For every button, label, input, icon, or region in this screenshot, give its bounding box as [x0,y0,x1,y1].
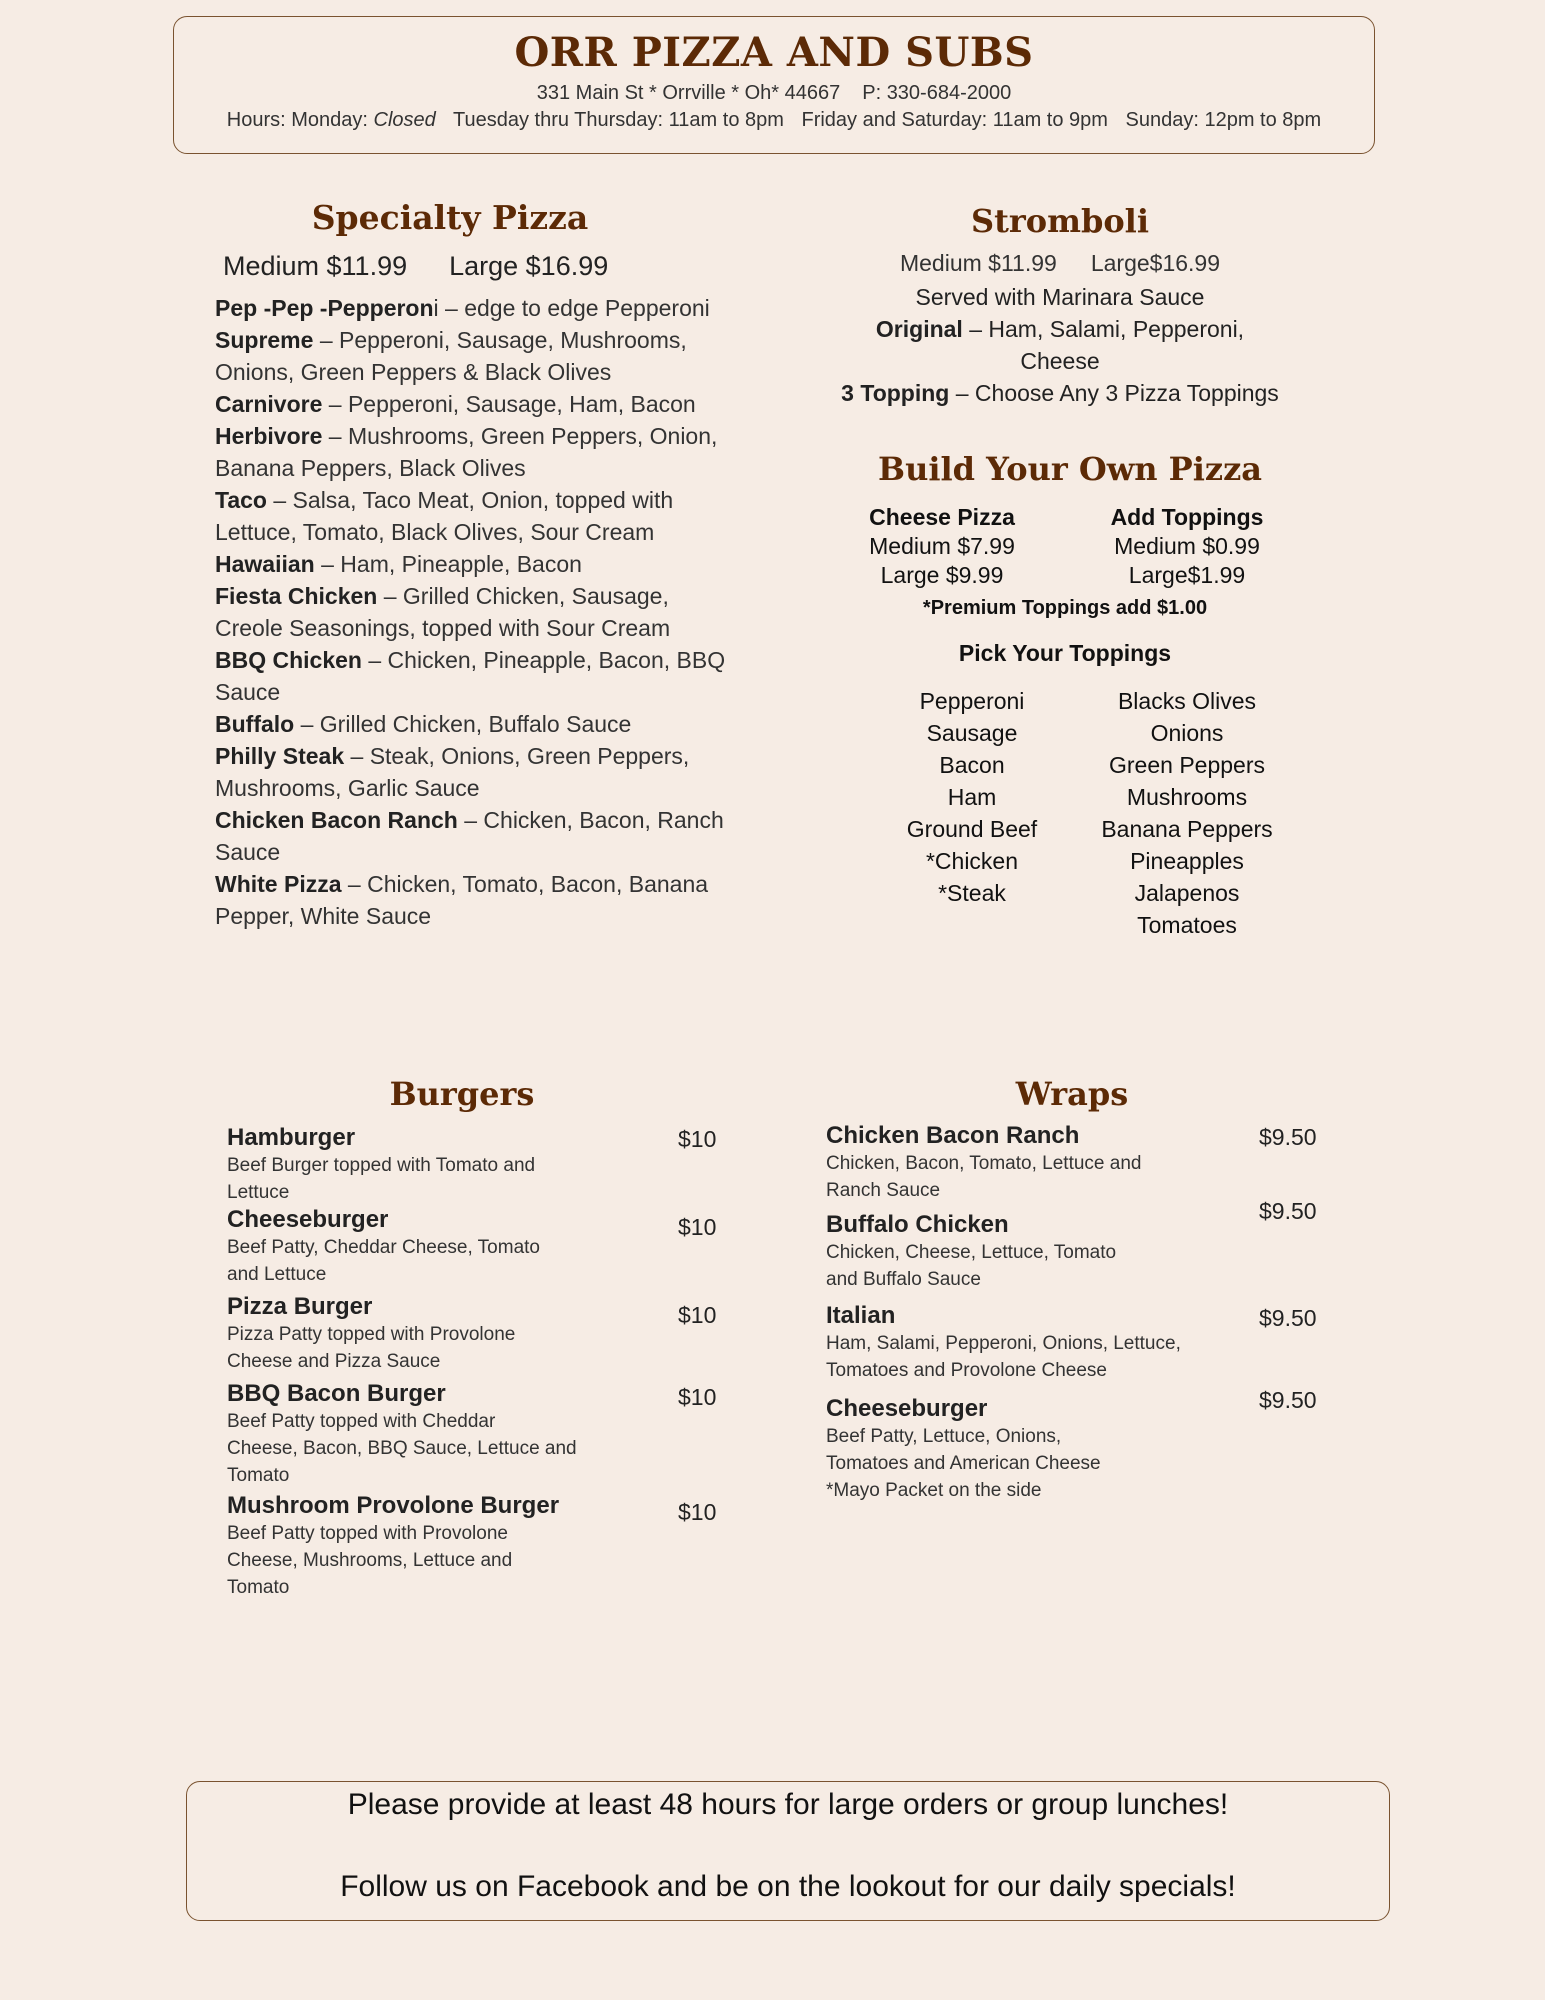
item-description: Beef Patty topped with Provolone [227,1523,508,1544]
specialty-pizza-item [215,548,735,580]
item-description: Beef Patty, Lettuce, Onions, [826,1426,1062,1447]
hours-weekday: Tuesday thru Thursday: 11am to 8pm [453,109,784,131]
topping-item: *Chicken [925,848,1019,874]
pizza-name: BBQ Chicken [215,647,362,673]
burgers-item [227,1492,647,1601]
header-box [173,16,1375,154]
topping-item: Blacks Olives [1117,688,1257,714]
topping-item: *Steak [938,880,1006,906]
stromboli-three-name: 3 Topping [841,380,950,406]
item-description: Ham, Salami, Pepperoni, Onions, Lettuce, [826,1333,1181,1354]
specialty-pizza-item [215,292,735,324]
item-description: Cheese and Pizza Sauce [227,1351,441,1372]
pizza-name: Taco [215,487,267,513]
pizza-name: Chicken Bacon Ranch [215,807,458,833]
pizza-description: – Grilled Chicken, Sausage, Creole Seasonings, topped with Sour Cream [215,583,671,641]
item-description: Tomatoes and Provolone Cheese [826,1360,1107,1381]
specialty-large-price: Large $16.99 [449,251,609,281]
item-price: $9.50 [1259,1305,1317,1331]
pizza-description: – Steak, Onions, Green Peppers, Mushrooms, Garlic Sauce [215,743,690,801]
item-name: Cheeseburger [227,1206,389,1233]
pizza-description: i – edge to edge Pepperoni [433,295,710,321]
hours-weekend: Friday and Saturday: 11am to 9pm [801,109,1108,131]
topping-item: Jalapenos [1134,880,1240,906]
topping-item: Tomatoes [1137,912,1237,938]
item-name: Cheeseburger [826,1395,988,1422]
specialty-pizza-title: Specialty Pizza [311,198,589,237]
item-description: Beef Patty, Cheddar Cheese, Tomato [227,1237,540,1258]
item-price: $9.50 [1259,1198,1317,1224]
pizza-description: – Pepperoni, Sausage, Ham, Bacon [322,391,696,417]
meat-toppings-list [872,685,1072,909]
add-toppings-heading: Add Toppings [1110,504,1264,530]
specialty-pizza-item [215,740,735,804]
pizza-name: Supreme [215,327,314,353]
hours-line [174,109,1374,132]
item-price: $9.50 [1259,1387,1317,1413]
item-description: Beef Burger topped with Tomato and [227,1155,536,1176]
topping-item: Green Peppers [1109,752,1265,778]
pizza-name: Philly Steak [215,743,345,769]
stromboli-served: Served with Marinara Sauce [915,284,1205,310]
burgers-item [227,1124,647,1206]
item-name: Italian [826,1302,896,1329]
footer-box [186,1781,1390,1921]
burgers-title: Burgers [389,1075,535,1113]
specialty-pizza-item [215,580,735,644]
monday-closed: Closed [373,109,436,131]
pizza-description: – Salsa, Taco Meat, Onion, topped with Lettuce, Tomato, Black Olives, Sour Cream [215,487,674,545]
stromboli-original [835,313,1285,377]
item-price: $10 [678,1384,717,1410]
topping-item: Ham [947,784,997,810]
burgers-item [227,1293,647,1375]
wraps-title: Wraps [1015,1075,1129,1113]
item-description: Tomato [227,1465,290,1486]
wraps-item [826,1302,1266,1384]
topping-item: Onions [1150,720,1224,746]
premium-toppings-note: *Premium Toppings add $1.00 [922,597,1208,619]
specialty-pizza-item [215,324,735,388]
wraps-item [826,1211,1266,1293]
topping-medium-price: Medium $0.99 [1114,533,1260,559]
pizza-name: Hawaiian [215,551,315,577]
item-description: Tomato [227,1577,290,1598]
pizza-name: Buffalo [215,711,295,737]
item-description: Tomatoes and American Cheese [826,1453,1101,1474]
item-description: *Mayo Packet on the side [826,1480,1042,1501]
item-name: BBQ Bacon Burger [227,1380,446,1407]
specialty-pizza-list [215,292,735,932]
specialty-medium-price: Medium $11.99 [223,251,408,281]
item-name: Mushroom Provolone Burger [227,1492,560,1519]
item-description: and Lettuce [227,1264,327,1285]
stromboli-large-price: Large$16.99 [1090,250,1221,276]
stromboli-section [835,202,1285,409]
pizza-name: Herbivore [215,423,323,449]
hours-sunday: Sunday: 12pm to 8pm [1125,109,1322,131]
pizza-description: – Chicken, Pineapple, Bacon, BBQ Sauce [215,647,726,705]
item-description: Cheese, Bacon, BBQ Sauce, Lettuce and [227,1438,577,1459]
pizza-description: – Chicken, Tomato, Bacon, Banana Pepper, White Sauce [215,871,709,929]
specialty-pizza-item [215,804,735,868]
hours-label: Hours: Monday: [226,109,374,131]
item-description: Beef Patty topped with Cheddar [227,1411,496,1432]
topping-item: Pepperoni [919,688,1025,714]
veggie-toppings-list [1087,685,1287,941]
specialty-pizza-section [215,198,735,932]
stromboli-original-name: Original [875,316,963,342]
pizza-description: – Ham, Pineapple, Bacon [314,551,582,577]
specialty-pizza-item [215,644,735,708]
cheese-large-price: Large $9.99 [880,562,1004,588]
specialty-pizza-item [215,484,735,548]
topping-item: Mushrooms [1126,784,1248,810]
pizza-description: – Grilled Chicken, Buffalo Sauce [294,711,632,737]
stromboli-prices [835,250,1285,277]
item-name: Pizza Burger [227,1293,373,1320]
topping-large-price: Large$1.99 [1128,562,1246,588]
specialty-pizza-item [215,388,735,420]
add-toppings-column [1087,501,1287,591]
item-name: Hamburger [227,1124,356,1151]
pizza-description: – Pepperoni, Sausage, Mushrooms, Onions, Green Peppers & Black Olives [215,327,687,385]
address: 331 Main St * Orrville * Oh* 44667 [536,82,841,104]
item-description: Lettuce [227,1182,290,1203]
topping-item: Ground Beef [906,816,1038,842]
restaurant-name: ORR PIZZA AND SUBS [514,29,1034,76]
stromboli-three-topping [835,377,1285,409]
topping-item: Sausage [926,720,1018,746]
wraps-item [826,1395,1266,1504]
cheese-medium-price: Medium $7.99 [869,533,1015,559]
pizza-description: – Chicken, Bacon, Ranch Sauce [215,807,724,865]
specialty-pizza-item [215,708,735,740]
wraps-item [826,1122,1266,1204]
item-price: $10 [678,1214,717,1240]
item-description: Chicken, Bacon, Tomato, Lettuce and [826,1153,1142,1174]
item-description: Ranch Sauce [826,1180,941,1201]
item-description: and Buffalo Sauce [826,1269,981,1290]
burgers-item [227,1380,647,1489]
address-line [174,82,1374,105]
facebook-note: Follow us on Facebook and be on the lookout for our daily specials! [340,1870,1236,1903]
stromboli-medium-price: Medium $11.99 [899,250,1057,276]
pizza-description: – Mushrooms, Green Peppers, Onion, Banana Peppers, Black Olives [215,423,718,481]
item-description: Chicken, Cheese, Lettuce, Tomato [826,1242,1117,1263]
burgers-item [227,1206,647,1288]
item-description: Cheese, Mushrooms, Lettuce and [227,1550,513,1571]
specialty-pizza-item [215,868,735,932]
topping-item: Bacon [939,752,1005,778]
large-orders-note: Please provide at least 48 hours for large orders or group lunches! [347,1788,1229,1821]
pizza-name: Pep -Pep -Pepperon [215,295,434,321]
specialty-prices [223,251,735,282]
cheese-pizza-heading: Cheese Pizza [869,504,1015,530]
item-description: Pizza Patty topped with Provolone [227,1324,516,1345]
pizza-name: White Pizza [215,871,342,897]
pizza-name: Carnivore [215,391,323,417]
pizza-name: Fiesta Chicken [215,583,378,609]
item-price: $9.50 [1259,1124,1317,1150]
topping-item: Pineapples [1130,848,1244,874]
stromboli-original-desc: – Ham, Salami, Pepperoni, Cheese [962,316,1245,374]
item-price: $10 [678,1126,717,1152]
build-your-own-title: Build Your Own Pizza [878,450,1262,488]
item-name: Buffalo Chicken [826,1211,1009,1238]
stromboli-title: Stromboli [971,202,1149,240]
cheese-pizza-column [842,501,1042,591]
stromboli-three-desc: – Choose Any 3 Pizza Toppings [949,380,1279,406]
topping-item: Banana Peppers [1101,816,1273,842]
specialty-pizza-item [215,420,735,484]
item-name: Chicken Bacon Ranch [826,1122,1080,1149]
pick-toppings-heading: Pick Your Toppings [958,640,1172,666]
phone: P: 330-684-2000 [862,82,1012,104]
item-price: $10 [678,1499,717,1525]
item-price: $10 [678,1302,717,1328]
